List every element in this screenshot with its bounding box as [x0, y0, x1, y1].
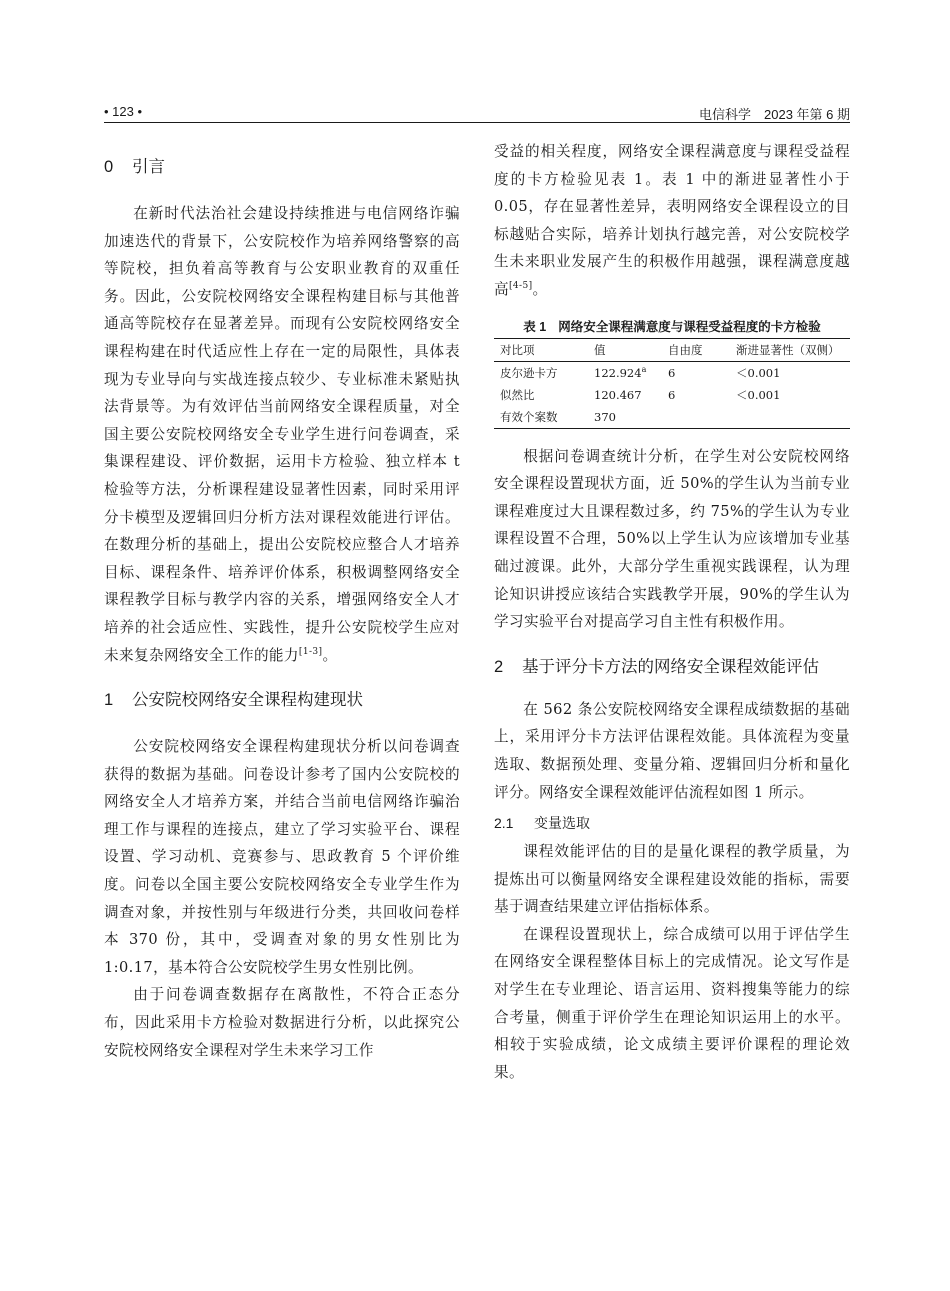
section-1-heading: [104, 685, 460, 715]
column-header: 值: [588, 338, 662, 361]
continued-paragraph: 受益的相关程度，网络安全课程满意度与课程受益程度的卡方检验见表 1。表 1 中的渐进显著性小于 0.05，存在显著性差异，表明网络安全课程设立的目标越贴合实际，培养计划执行越完善，对公安院校学生未来职业发展产生的积极作用越强，课程满意度越高[4-5]。: [494, 143, 850, 298]
subsection-title: 变量选取: [534, 815, 590, 832]
intro-paragraph: 在新时代法治社会建设持续推进与电信网络诈骗加速迭代的背景下，公安院校作为培养网络警察的高等院校，担负着高等教育与公安职业教育的双重任务。因此，公安院校网络安全课程构建目标与其他普通高等院校存在显著差异。而现有公安院校网络安全课程构建在时代适应性上存在一定的局限性，具体表现为专业导向与实战连接点较少、专业标准未紧贴执法背景等。为有效评估当前网络安全课程质量，对全国主要公安院校网络安全专业学生进行问卷调查，采集课程建设、评价数据，运用卡方检验、独立样本 t 检验等方法，分析课程建设显著性因素，同时采用评分卡模型及逻辑回归分析方法对课程效能进行评估。在数理分析的基础上，提出公安院校应整合人才培养目标、课程条件、培养评价体系，积极调整网络安全课程教学目标与教学内容的关系，增强网络安全人才培养的社会适应性、实践性，提升公安院校学生应对未来复杂网络安全工作的能力[1-3]。: [104, 205, 460, 664]
table-cell: [662, 406, 730, 429]
section-title: 公安院校网络安全课程构建现状: [132, 691, 363, 710]
subsection-2-1-paragraph-2: 在课程设置现状上，综合成绩可以用于评估学生在网络安全课程整体目标上的完成情况。论文写作是对学生在专业理论、语言运用、资料搜集等能力的综合考量，侧重于评价学生在理论知识运用上的水平。相较于实验成绩，论文成绩主要评价课程的理论效果。: [494, 925, 850, 1081]
subsection-2-1-paragraph-1: 课程效能评估的目的是量化课程的教学质量，为提炼出可以衡量网络安全课程建设效能的指标，需要基于调查结果建立评估指标体系。: [494, 843, 850, 916]
chi-square-table: [494, 338, 850, 429]
table-cell: ＜0.001: [736, 387, 781, 402]
table-cell: 122.924$^a$: [594, 364, 647, 380]
left-column: [104, 138, 460, 1064]
page-number: • 123 •: [104, 104, 143, 119]
table-cell: 有效个案数: [500, 409, 558, 424]
subsection-number: 2.1: [494, 815, 514, 832]
table-title: 网络安全课程满意度与课程受益程度的卡方检验: [558, 319, 821, 334]
table-cell: ＜0.001: [736, 365, 781, 380]
table-label: 表 1: [523, 319, 547, 334]
table-analysis-paragraph: 根据问卷调查统计分析，在学生对公安院校网络安全课程设置现状方面，近 50%的学生认为当前专业课程难度过大且课程数过多，约 75%的学生认为专业课程设置不合理，50%以上学生认为应该增加专业基础过渡课。此外，大部分学生重视实践课程，认为理论知识讲授应该结合实践教学开展，90%的学生认为学习实验平台对提高学习自主性有积极作用。: [494, 447, 850, 631]
journal-issue: 电信科学 2023 年第 6 期: [699, 107, 850, 122]
table-row: [494, 384, 850, 406]
citation: [1-3]: [298, 646, 323, 657]
section-number: 1: [104, 691, 114, 710]
subsection-2-1-heading: [494, 812, 850, 834]
citation: [4-5]: [509, 280, 533, 291]
column-header: 渐进显著性（双侧）: [730, 338, 850, 361]
footnote-marker: a: [641, 364, 647, 374]
section-2-heading: [494, 652, 850, 682]
table-cell: 6: [668, 365, 676, 380]
table-caption: [494, 316, 850, 338]
page-header: [104, 104, 850, 124]
table-cell: 6: [668, 387, 676, 402]
table-cell: 370: [594, 409, 616, 424]
table-cell: 似然比: [500, 387, 535, 402]
table-header-row: [494, 338, 850, 361]
section-title: 基于评分卡方法的网络安全课程效能评估: [522, 657, 819, 676]
section-title: 引言: [132, 158, 165, 176]
table-cell: 皮尔逊卡方: [500, 365, 558, 380]
table-row: [494, 406, 850, 429]
section-number: 0: [104, 158, 114, 176]
section-number: 2: [494, 657, 504, 676]
header-rule: [104, 122, 850, 123]
table-row: [494, 361, 850, 384]
table-cell: [730, 406, 850, 429]
section-1-paragraph-1: 公安院校网络安全课程构建现状分析以问卷调查获得的数据为基础。问卷设计参考了国内公安院校的网络安全人才培养方案，并结合当前电信网络诈骗治理工作与课程的连接点，建立了学习实验平台、课程设置、学习动机、竞赛参与、思政教育 5 个评价维度。问卷以全国主要公安院校网络安全专业学生作为调查对象，并按性别与年级进行分类，共回收问卷样本 370 份，其中，受调查对象的男女性别比为 1:0.17，基本符合公安院校学生男女性别比例。: [104, 738, 460, 976]
right-column: [494, 138, 850, 1086]
column-header: 自由度: [662, 338, 730, 361]
section-2-paragraph-1: 在 562 条公安院校网络安全课程成绩数据的基础上，采用评分卡方法评估课程效能。具体流程为变量选取、数据预处理、变量分箱、逻辑回归分析和量化评分。网络安全课程效能评估流程如图 1 所示。: [494, 700, 850, 801]
table-cell: 120.467: [594, 387, 642, 402]
table-1: [494, 316, 850, 429]
section-0-heading: [104, 152, 460, 182]
section-1-paragraph-2: 由于问卷调查数据存在离散性，不符合正态分布，因此采用卡方检验对数据进行分析，以此探究公安院校网络安全课程对学生未来学习工作: [104, 986, 460, 1059]
column-header: 对比项: [494, 338, 588, 361]
